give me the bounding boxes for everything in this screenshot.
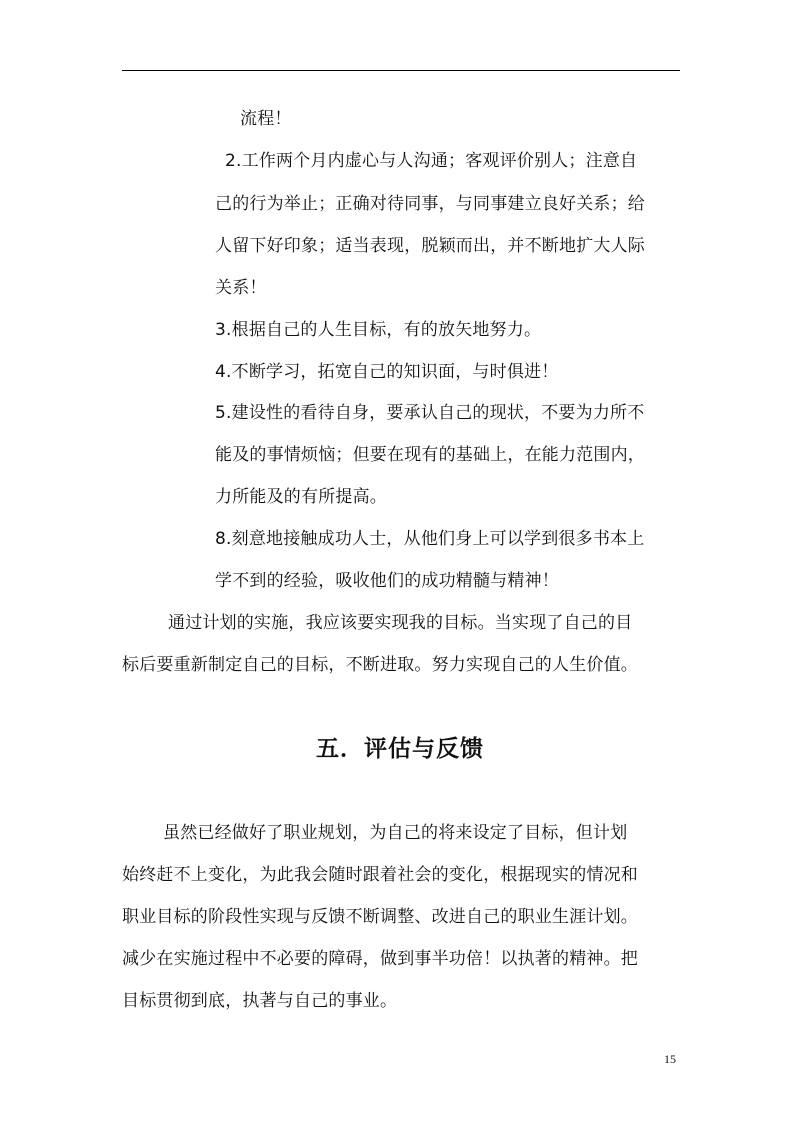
- list-item-2: 2.工作两个月内虚心与人沟通；客观评价别人；注意自: [225, 151, 638, 171]
- list-item-3: 3.根据自己的人生目标，有的放矢地努力。: [215, 320, 542, 340]
- text-line: 人留下好印象；适当表现，脱颖而出，并不断地扩大人际: [215, 236, 645, 256]
- list-item-5: 5.建设性的看待自身，要承认自己的现状，不要为力所不: [215, 403, 645, 423]
- text-line: 学不到的经验，吸收他们的成功精髓与精神！: [215, 571, 559, 591]
- header-rule: [122, 70, 680, 71]
- list-item-4: 4.不断学习，拓宽自己的知识面，与时俱进！: [215, 362, 559, 382]
- section-heading: 五．评估与反馈: [316, 736, 484, 762]
- paragraph-line: 始终赶不上变化，为此我会随时跟着社会的变化，根据现实的情况和: [122, 865, 638, 885]
- list-item-8: 8.刻意地接触成功人士，从他们身上可以学到很多书本上: [215, 529, 645, 549]
- paragraph-line: 虽然已经做好了职业规划，为自己的将来设定了目标，但计划: [163, 823, 628, 843]
- text-line: 能及的事情烦恼；但要在现有的基础上，在能力范围内，: [215, 445, 645, 465]
- paragraph-line: 通过计划的实施，我应该要实现我的目标。当实现了自己的目: [168, 613, 633, 633]
- text-line: 力所能及的有所提高。: [215, 487, 387, 507]
- text-line: 关系！: [215, 278, 267, 298]
- text-line: 流程！: [240, 109, 292, 129]
- page-number: 15: [664, 1052, 676, 1066]
- text-line: 己的行为举止；正确对待同事，与同事建立良好关系；给: [215, 194, 645, 214]
- paragraph-line: 目标贯彻到底，执著与自己的事业。: [122, 991, 398, 1011]
- paragraph-line: 减少在实施过程中不必要的障碍，做到事半功倍！以执著的精神。把: [122, 949, 638, 969]
- paragraph-line: 标后要重新制定自己的目标，不断进取。努力实现自己的人生价值。: [122, 655, 638, 675]
- paragraph-line: 职业目标的阶段性实现与反馈不断调整、改进自己的职业生涯计划。: [122, 907, 638, 927]
